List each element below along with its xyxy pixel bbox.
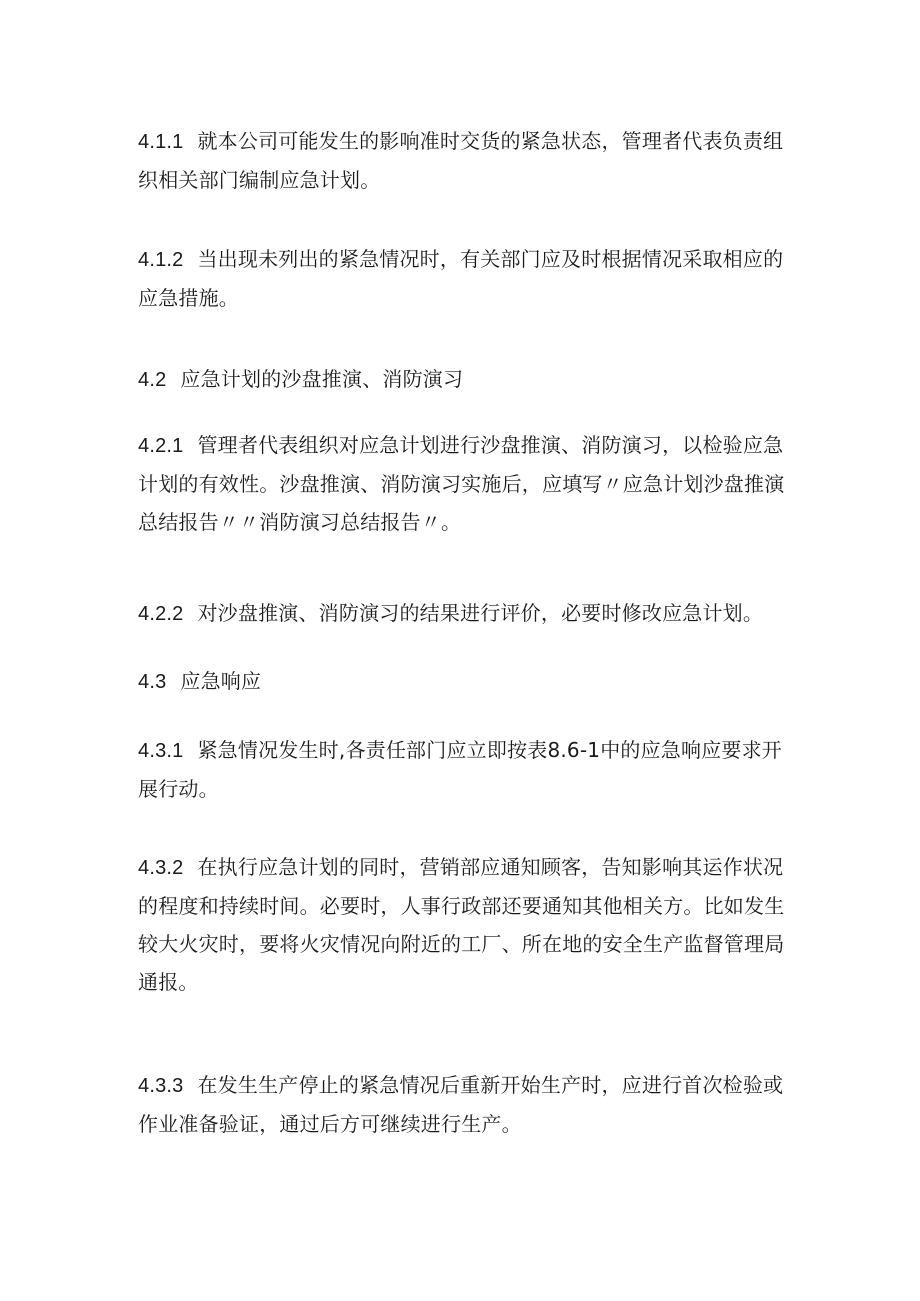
section-number: 4.2.1 (138, 435, 184, 457)
section-heading-4-3 (138, 662, 788, 701)
paragraph-text: 管理者代表组织对应急计划进行沙盘推演、消防演习，以检验应急计划的有效性。沙盘推演、消防演习实施后，应填写〃应急计划沙盘推演总结报告〃〃消防演习总结报告〃。 (138, 433, 785, 534)
paragraph-4-3-2 (138, 848, 788, 1001)
section-number: 4.1.1 (138, 131, 184, 153)
section-title: 应急响应 (180, 669, 262, 693)
section-number: 4.3.3 (138, 1075, 184, 1097)
section-number: 4.1.2 (138, 249, 184, 271)
section-number: 4.3.2 (138, 857, 184, 879)
paragraph-4-2-2 (138, 594, 788, 633)
paragraph-text: 当出现未列出的紧急情况时，有关部门应及时根据情况采取相应的应急措施。 (138, 247, 784, 310)
paragraph-text: 对沙盘推演、消防演习的结果进行评价，必要时修改应急计划。 (197, 601, 764, 625)
section-number: 4.3 (138, 671, 167, 693)
paragraph-text: 就本公司可能发生的影响准时交货的紧急状态，管理者代表负责组织相关部门编制应急计划。 (138, 129, 784, 192)
paragraph-4-3-3 (138, 1066, 788, 1143)
section-number: 4.2.2 (138, 603, 184, 625)
paragraph-text: 在发生生产停止的紧急情况后重新开始生产时，应进行首次检验或作业准备验证，通过后方可继续进行生产。 (138, 1073, 784, 1136)
paragraph-4-1-2 (138, 240, 788, 317)
paragraph-text: 紧急情况发生时,各责任部门应立即按表8.6-1中的应急响应要求开展行动。 (138, 738, 782, 801)
section-title: 应急计划的沙盘推演、消防演习 (180, 367, 464, 391)
paragraph-4-3-1 (138, 731, 788, 808)
section-number: 4.2 (138, 369, 167, 391)
section-heading-4-2 (138, 360, 788, 399)
paragraph-4-1-1 (138, 122, 788, 199)
section-number: 4.3.1 (138, 740, 184, 762)
paragraph-text: 在执行应急计划的同时，营销部应通知顾客，告知影响其运作状况的程度和持续时间。必要时，人事行政部还要通知其他相关方。比如发生较大火灾时，要将火灾情况向附近的工厂、所在地的安全生产监督管理局通报。 (138, 855, 785, 994)
paragraph-4-2-1 (138, 426, 788, 541)
